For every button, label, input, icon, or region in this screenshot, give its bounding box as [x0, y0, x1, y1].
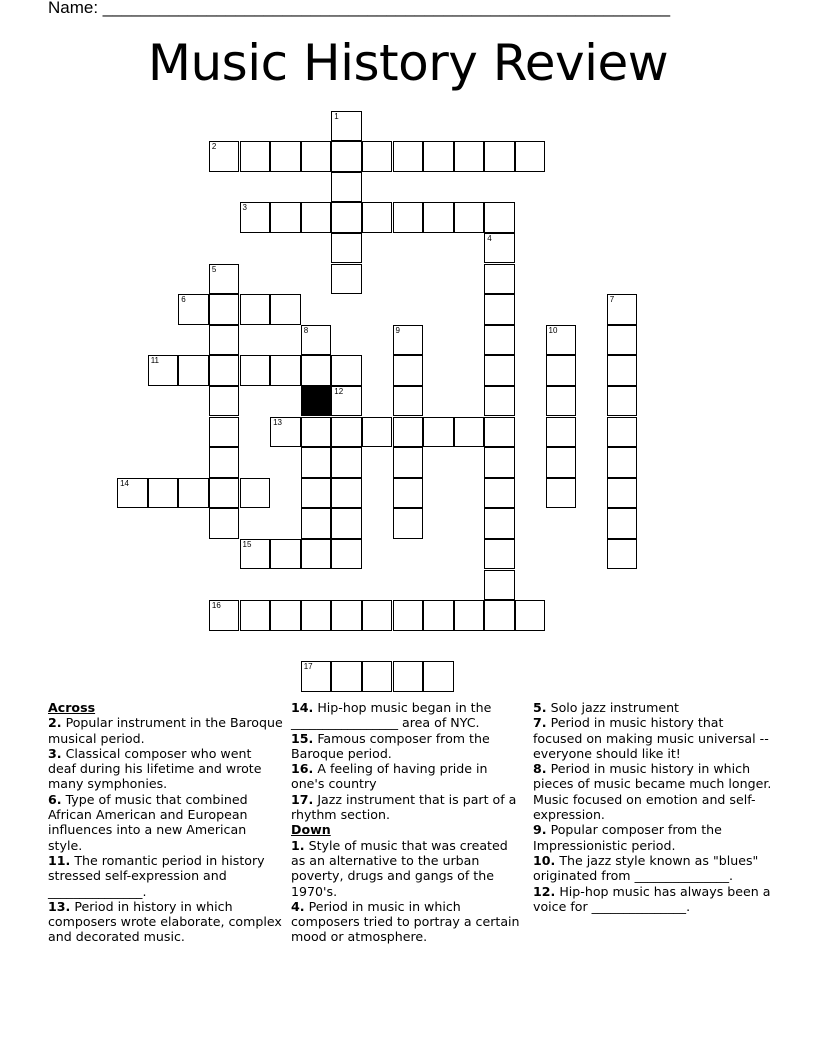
grid-cell[interactable]: [331, 172, 362, 203]
grid-cell[interactable]: [454, 141, 485, 172]
grid-cell[interactable]: [393, 447, 424, 478]
grid-cell[interactable]: [301, 417, 332, 448]
grid-cell[interactable]: [331, 478, 362, 509]
grid-cell[interactable]: [546, 447, 577, 478]
grid-cell[interactable]: [393, 202, 424, 233]
grid-cell[interactable]: [423, 417, 454, 448]
grid-cell[interactable]: [178, 478, 209, 509]
clue-number: 11: [150, 356, 159, 366]
grid-cell[interactable]: [148, 478, 179, 509]
grid-cell[interactable]: [362, 417, 393, 448]
grid-cell[interactable]: [240, 539, 271, 570]
grid-cell[interactable]: [546, 386, 577, 417]
grid-cell[interactable]: [607, 386, 638, 417]
grid-cell[interactable]: [331, 233, 362, 264]
grid-cell[interactable]: [301, 325, 332, 356]
grid-cell[interactable]: [240, 478, 271, 509]
clue-down-8: 8. Period in music history in which pieces of music became much longer. Music focused on emotion and self-expression.: [533, 761, 772, 823]
clue-number: 7: [609, 295, 615, 305]
grid-cell[interactable]: [331, 264, 362, 295]
clue-down-1: 1. Style of music that was created as an alternative to the urban poverty, drugs and gangs of the 1970's.: [291, 837, 508, 899]
grid-cell[interactable]: [546, 325, 577, 356]
grid-cell[interactable]: [301, 539, 332, 570]
grid-cell[interactable]: [515, 141, 546, 172]
grid-cell[interactable]: [607, 447, 638, 478]
grid-cell[interactable]: [393, 386, 424, 417]
name-field-line[interactable]: Name: ____________________________________________________________: [48, 0, 671, 17]
grid-cell[interactable]: [240, 355, 271, 386]
clue-number: 16: [211, 601, 221, 611]
grid-cell[interactable]: [484, 202, 515, 233]
grid-cell[interactable]: [484, 539, 515, 570]
clue-across-2: 2. Popular instrument in the Baroque musical period.: [48, 715, 283, 746]
grid-cell[interactable]: [607, 417, 638, 448]
grid-cell[interactable]: [178, 294, 209, 325]
grid-cell[interactable]: [301, 508, 332, 539]
grid-cell[interactable]: [546, 417, 577, 448]
grid-cell[interactable]: [546, 355, 577, 386]
grid-cell[interactable]: [240, 141, 271, 172]
clue-across-11: 11. The romantic period in history stressed self-expression and _______________.: [48, 852, 265, 899]
grid-cell[interactable]: [301, 355, 332, 386]
grid-cell[interactable]: [270, 539, 301, 570]
clue-number: 9: [395, 325, 400, 335]
grid-cell[interactable]: [484, 355, 515, 386]
clue-across-3: 3. Classical composer who went deaf during his lifetime and wrote many symphonies.: [48, 745, 262, 792]
clue-number: 3: [242, 203, 247, 213]
grid-cell[interactable]: [484, 325, 515, 356]
clues-column-2: [291, 700, 523, 945]
grid-cell[interactable]: [331, 447, 362, 478]
grid-cell[interactable]: [607, 294, 638, 325]
grid-cell[interactable]: [454, 600, 485, 631]
grid-cell[interactable]: [331, 539, 362, 570]
grid-cell[interactable]: [209, 417, 240, 448]
across-header: Across: [48, 700, 96, 715]
grid-cell[interactable]: [484, 508, 515, 539]
grid-cell[interactable]: [331, 111, 362, 142]
clue-number: 4: [487, 233, 492, 243]
grid-cell[interactable]: [301, 202, 332, 233]
grid-cell[interactable]: [607, 539, 638, 570]
grid-cell[interactable]: [607, 508, 638, 539]
clue-down-4: 4. Period in music in which composers tried to portray a certain mood or atmosphere.: [291, 898, 520, 945]
clue-number: 14: [120, 478, 129, 488]
clue-across-13: 13. Period in history in which composers wrote elaborate, complex and decorated music.: [48, 898, 282, 945]
grid-cell[interactable]: [270, 355, 301, 386]
clue-across-15: 15. Famous composer from the Baroque period.: [291, 730, 490, 761]
grid-cell[interactable]: [484, 264, 515, 295]
clue-number: 6: [181, 295, 186, 305]
grid-cell[interactable]: [331, 202, 362, 233]
grid-cell[interactable]: [270, 202, 301, 233]
grid-cell[interactable]: [270, 141, 301, 172]
clue-number: 13: [273, 417, 282, 427]
grid-cell[interactable]: [270, 417, 301, 448]
grid-cell[interactable]: [393, 325, 424, 356]
grid-cell[interactable]: [331, 600, 362, 631]
grid-cell[interactable]: [607, 355, 638, 386]
grid-cell[interactable]: [484, 294, 515, 325]
grid-cell[interactable]: [331, 355, 362, 386]
clue-number: 8: [303, 325, 309, 335]
grid-cell[interactable]: [484, 386, 515, 417]
grid-cell[interactable]: [270, 294, 301, 325]
grid-cell[interactable]: [209, 600, 240, 631]
grid-cell[interactable]: [362, 202, 393, 233]
grid-cell[interactable]: [484, 141, 515, 172]
grid-cell[interactable]: [209, 447, 240, 478]
grid-cell[interactable]: [301, 478, 332, 509]
grid-cell[interactable]: [393, 600, 424, 631]
clue-across-16: 16. A feeling of having pride in one's country: [291, 761, 488, 792]
grid-cell[interactable]: [484, 478, 515, 509]
grid-cell[interactable]: [209, 355, 240, 386]
grid-cell[interactable]: [484, 570, 515, 601]
grid-cell[interactable]: [240, 294, 271, 325]
grid-cell[interactable]: [209, 478, 240, 509]
grid-cell[interactable]: [209, 325, 240, 356]
grid-cell[interactable]: [301, 141, 332, 172]
page-title: Music History Review: [147, 34, 669, 92]
grid-cell[interactable]: [331, 508, 362, 539]
grid-cell[interactable]: [484, 417, 515, 448]
clue-number: 5: [211, 264, 217, 274]
grid-cell[interactable]: [209, 264, 240, 295]
clue-number: 1: [334, 111, 339, 121]
grid-cell[interactable]: [209, 141, 240, 172]
clue-across-14: 14. Hip-hop music began in the _________________ area of NYC.: [291, 700, 492, 731]
clue-number: 15: [242, 539, 252, 549]
clue-down-9: 9. Popular composer from the Impressionistic period.: [533, 822, 722, 853]
clue-down-10: 10. The jazz style known as "blues" originated from _______________.: [533, 852, 759, 884]
grid-cell[interactable]: [393, 508, 424, 539]
grid-cell[interactable]: [484, 447, 515, 478]
grid-cell[interactable]: [301, 661, 332, 692]
grid-cell[interactable]: [117, 478, 148, 509]
grid-cell[interactable]: [515, 600, 546, 631]
clue-down-7: 7. Period in music history that focused on making music universal -- everyone should like it!: [533, 715, 769, 761]
clues-column-3: [533, 700, 773, 914]
clue-down-12: 12. Hip-hop music has always been a voice for _______________.: [533, 883, 771, 914]
grid-cell[interactable]: [209, 386, 240, 417]
grid-cell[interactable]: [240, 600, 271, 631]
grid-cell[interactable]: [362, 661, 393, 692]
grid-cell[interactable]: [607, 325, 638, 356]
grid-cell[interactable]: [423, 600, 454, 631]
grid-cell[interactable]: [301, 600, 332, 631]
clue-down-5: 5. Solo jazz instrument: [533, 700, 679, 715]
grid-cell[interactable]: [393, 355, 424, 386]
grid-cell[interactable]: [270, 600, 301, 631]
grid-cell[interactable]: [393, 417, 424, 448]
clue-number: 10: [548, 325, 558, 335]
grid-cell[interactable]: [454, 202, 485, 233]
clue-across-6: 6. Type of music that combined African American and European influences into a new American style.: [48, 791, 248, 853]
grid-cell[interactable]: [393, 478, 424, 509]
clues-column-1: [48, 700, 283, 945]
grid-cell[interactable]: [484, 600, 515, 631]
clue-number: 2: [211, 142, 217, 152]
grid-cell[interactable]: [423, 661, 454, 692]
grid-cell[interactable]: [362, 600, 393, 631]
grid-cell[interactable]: [331, 417, 362, 448]
clue-number: 17: [303, 662, 313, 672]
grid-cell[interactable]: [178, 355, 209, 386]
grid-cell[interactable]: [454, 417, 485, 448]
down-header: Down: [291, 822, 331, 838]
grid-cell[interactable]: [331, 141, 362, 172]
grid-cell[interactable]: [423, 202, 454, 233]
grid-cell[interactable]: [148, 355, 179, 386]
grid-cell[interactable]: [209, 508, 240, 539]
grid-cell[interactable]: [209, 294, 240, 325]
grid-cell[interactable]: [301, 447, 332, 478]
grid-cell[interactable]: [546, 478, 577, 509]
grid-cell[interactable]: [484, 233, 515, 264]
clue-number: 12: [334, 386, 344, 396]
grid-cell[interactable]: [393, 661, 424, 692]
grid-cell[interactable]: [331, 386, 362, 417]
grid-cell[interactable]: [240, 202, 271, 233]
grid-cell[interactable]: [362, 141, 393, 172]
grid-cell[interactable]: [607, 478, 638, 509]
grid-cell[interactable]: [423, 141, 454, 172]
clue-across-17: 17. Jazz instrument that is part of a rhythm section.: [291, 791, 517, 823]
grid-black-cell: [301, 386, 332, 417]
grid-cell[interactable]: [393, 141, 424, 172]
grid-cell[interactable]: [331, 661, 362, 692]
